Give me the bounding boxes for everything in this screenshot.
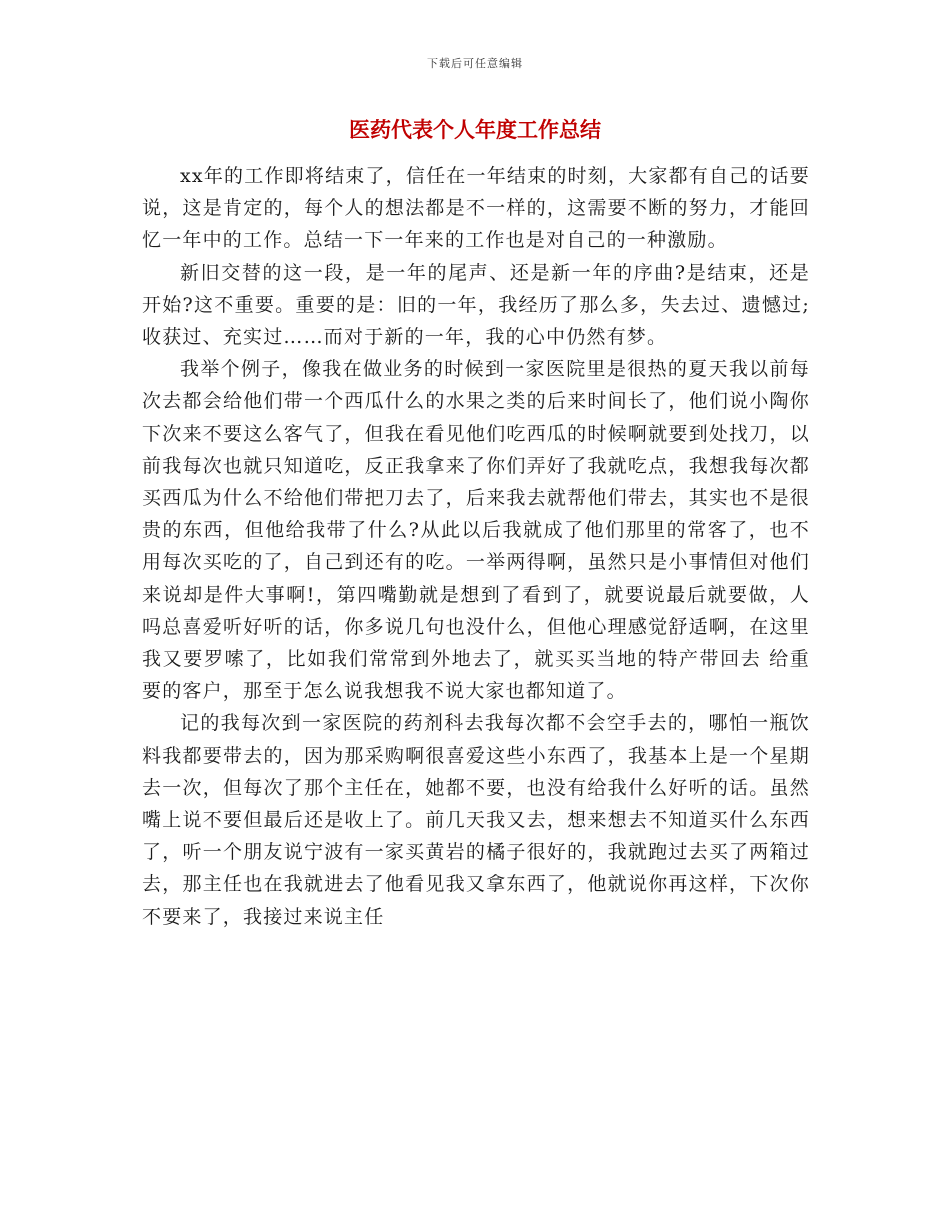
document-title: 医药代表个人年度工作总结 bbox=[349, 118, 601, 142]
paragraph-3: 我举个例子，像我在做业务的时候到一家医院里是很热的夏天我以前每次去都会给他们带一个西瓜什么的水果之类的后来时间长了，他们说小陶你下次来不要这么客气了，但我在看见他们吃西瓜的时候啊就要到处找刀，以前我每次也就只知道吃，反正我拿来了你们弄好了我就吃点，我想我每次都买西瓜为什么不给他们带把刀去了，后来我去就帮他们带去，其实也不是很贵的东西，但他给我带了什么?从此以后我就成了他们那里的常客了，也不用每次买吃的了，自己到还有的吃。一举两得啊，虽然只是小事情但对他们来说却是件大事啊!，第四嘴勤就是想到了看到了，就要说最后就要做，人吗总喜爱听好听的话，你多说几句也没什么，但他心理感觉舒适啊，在这里我又要罗嗦了，比如我们常常到外地去了，就买买当地的特产带回去 给重要的客户，那至于怎么说我想我不说大家也都知道了。 bbox=[142, 358, 810, 703]
paragraph-1: xx年的工作即将结束了，信任在一年结束的时刻，大家都有自己的话要说，这是肯定的，每个人的想法都是不一样的，这需要不断的努力，才能回忆一年中的工作。总结一下一年来的工作也是对自己的一种激励。 bbox=[142, 165, 810, 252]
header-note: 下载后可任意编辑 bbox=[427, 57, 523, 70]
paragraph-2: 新旧交替的这一段，是一年的尾声、还是新一年的序曲?是结束，还是开始?这不重要。重要的是：旧的一年，我经历了那么多，失去过、遗憾过;收获过、充实过……而对于新的一年，我的心中仍然有梦。 bbox=[142, 261, 810, 349]
document-body bbox=[142, 160, 810, 933]
paragraph-4: 记的我每次到一家医院的药剂科去我每次都不会空手去的，哪怕一瓶饮料我都要带去的，因为那采购啊很喜爱这些小东西了，我基本上是一个星期去一次，但每次了那个主任在，她都不要，也没有给我什么好听的话。虽然嘴上说不要但最后还是收上了。前几天我又去，想来想去不知道买什么东西了，听一个朋友说宁波有一家买黄岩的橘子很好的，我就跑过去买了两箱过去，那主任也在我就进去了他看见我又拿东西了，他就说你再这样，下次你不要来了，我接过来说主任 bbox=[142, 712, 810, 928]
